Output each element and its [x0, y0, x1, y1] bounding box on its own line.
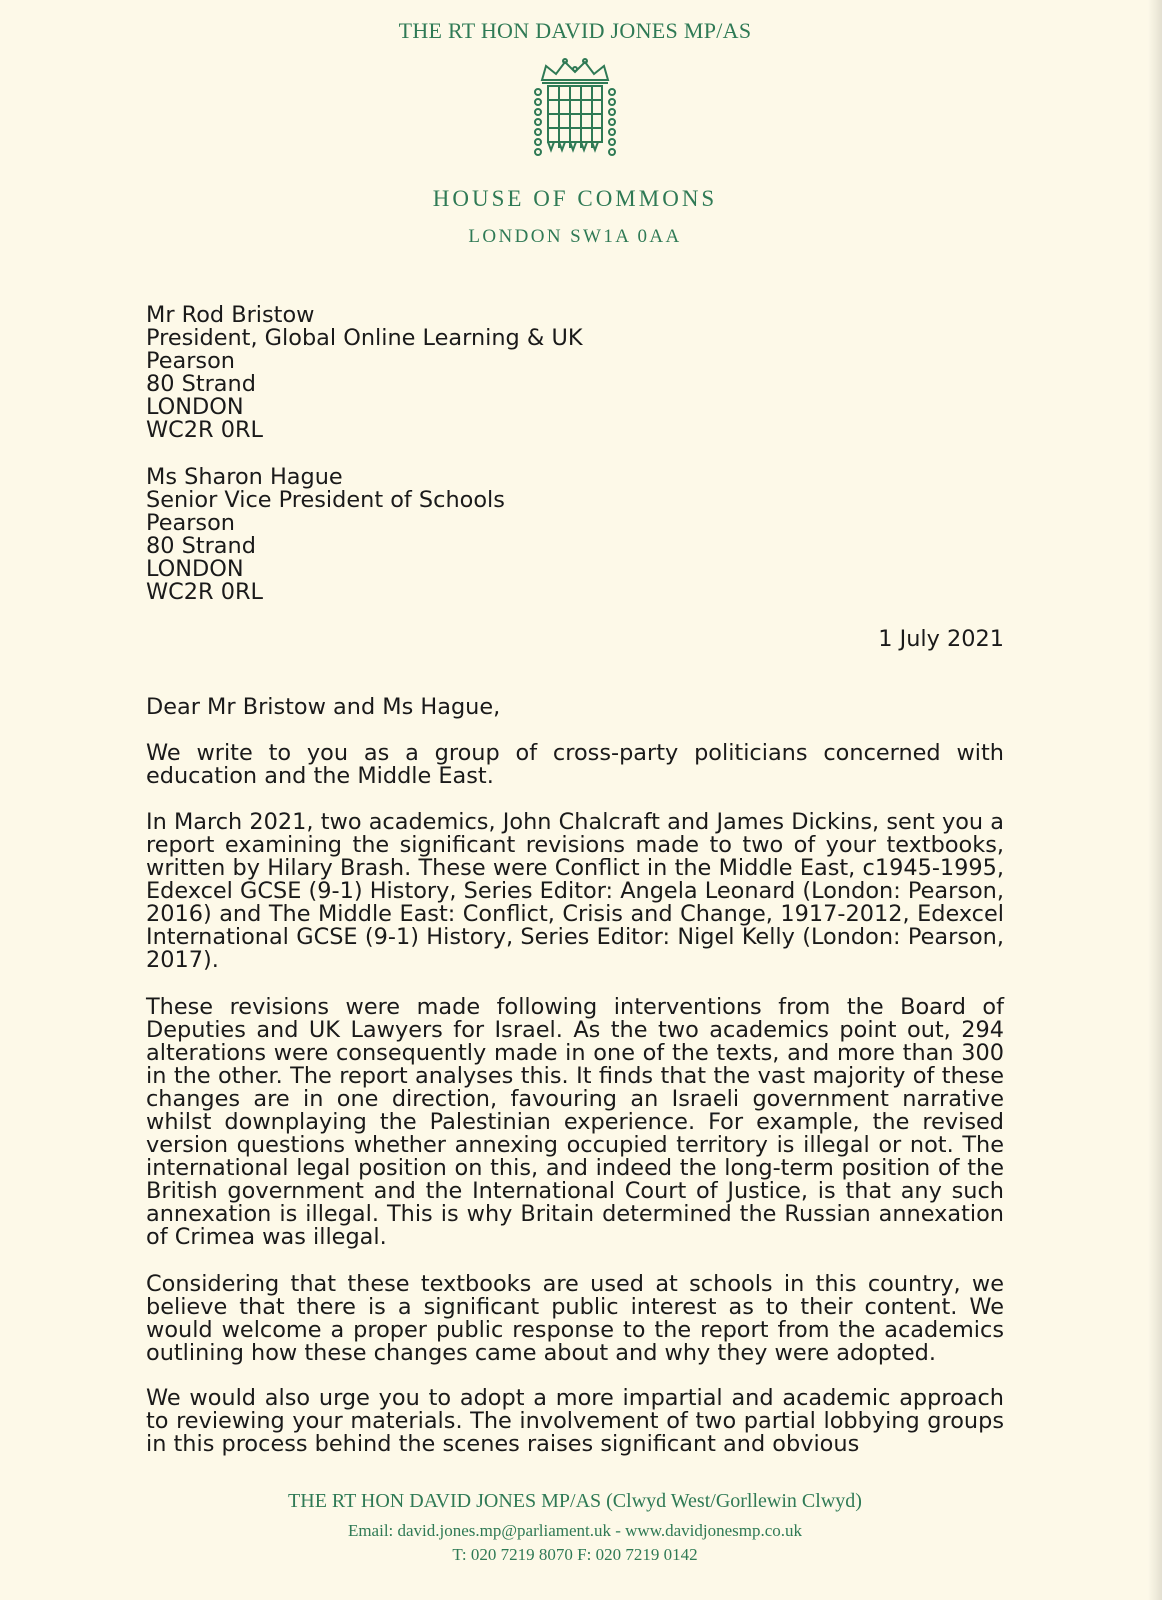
address-line: 80 Strand [146, 533, 256, 559]
letterhead-house: HOUSE OF COMMONS [432, 186, 718, 211]
address-line: Pearson [146, 510, 235, 536]
address-line: Ms Sharon Hague [146, 464, 343, 490]
recipient-address-2 [146, 466, 1004, 604]
recipient-address-1 [146, 304, 1004, 442]
letter-date: 1 July 2021 [878, 626, 1004, 652]
body-paragraph: In March 2021, two academics, John Chalcraft and James Dickins, sent you a report examining the significant revisions made to two of your textbooks, written by Hilary Brash. These were Conflict in the Middle East, c1945-1995, Edexcel GCSE (9-1) History, Series Editor: Angela Leonard (London: Pearson, 2016) and The Middle East: Conflict, Crisis and Change, 1917-2012, Edexcel International GCSE (9-1) History, Series Editor: Nigel Kelly (London: Pearson, 2017). [146, 809, 1004, 973]
salutation: Dear Mr Bristow and Ms Hague, [146, 694, 501, 720]
body-paragraph: We write to you as a group of cross-party politicians concerned with education and the Middle East. [146, 740, 1004, 789]
letterhead-mp-name: THE RT HON DAVID JONES MP/AS [398, 18, 752, 43]
footer-contact-email: Email: david.jones.mp@parliament.uk - www.davidjonesmp.co.uk [347, 1521, 803, 1540]
address-line: LONDON [146, 394, 244, 420]
page-edge-shadow [1148, 0, 1162, 1600]
address-line: WC2R 0RL [146, 417, 263, 443]
address-line: Pearson [146, 348, 235, 374]
address-line: WC2R 0RL [146, 579, 263, 605]
address-line: President, Global Online Learning & UK [146, 325, 583, 351]
address-line: Mr Rod Bristow [146, 302, 315, 328]
address-line: Senior Vice President of Schools [146, 487, 505, 513]
address-line: 80 Strand [146, 371, 256, 397]
portcullis-icon [532, 58, 618, 158]
footer-mp-name: THE RT HON DAVID JONES MP/AS (Clwyd West/Gorllewin Clwyd) [288, 1490, 862, 1512]
address-line: LONDON [146, 556, 244, 582]
body-paragraph: These revisions were made following interventions from the Board of Deputies and UK Lawyers for Israel. As the two academics point out, 294 alterations were consequently made in one of the texts, and more than 300 in the other. The report analyses this. It finds that the vast majority of these changes are in one direction, favouring an Israeli government narrative whilst downplaying the Palestinian experience. For example, the revised version questions whether annexing occupied territory is illegal or not. The international legal position on this, and indeed the long-term position of the British government and the International Court of Justice, is that any such annexation is illegal. This is why Britain determined the Russian annexation of Crimea was illegal. [146, 994, 1004, 1250]
letterhead-address: LONDON SW1A 0AA [468, 226, 682, 247]
footer-contact-phone: T: 020 7219 8070 F: 020 7219 0142 [452, 1545, 698, 1564]
body-paragraph: We would also urge you to adopt a more impartial and academic approach to reviewing your materials. The involvement of two partial lobbying groups in this process behind the scenes raises significant and obvious [146, 1385, 1004, 1457]
body-paragraph: Considering that these textbooks are used at schools in this country, we believe that there is a significant public interest as to their content. We would welcome a proper public response to the report from the academics outlining how these changes came about and why they were adopted. [146, 1271, 1004, 1366]
